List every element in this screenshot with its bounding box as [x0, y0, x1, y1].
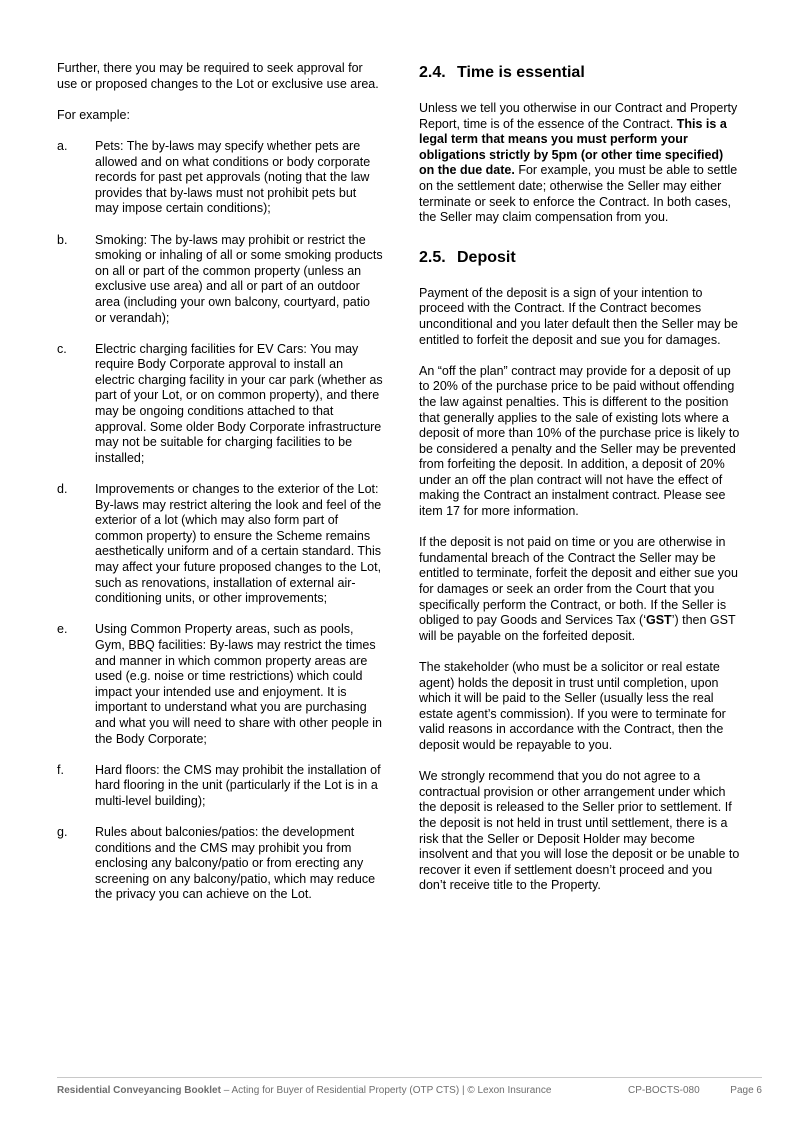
list-item	[57, 139, 383, 217]
paragraph-text: Unless we tell you otherwise in our Contract and Property Report, time is of the essence of the Contract.	[419, 101, 738, 131]
list-item-text: Rules about balconies/patios: the development conditions and the CMS may prohibit you from enclosing any balcony/patio or from erecting any screening on any balcony/patio, which may reduce the privacy you can achieve on the Lot.	[95, 825, 376, 902]
list-item-text: Hard floors: the CMS may prohibit the installation of hard flooring in the unit (particularly if the Lot is in a multi-level building);	[95, 762, 381, 808]
deposit-paragraph: An “off the plan” contract may provide for a deposit of up to 20% of the purchase price to be paid without offending the law against penalties. This is different to the position that generally applies to the sale of existing lots where a deposit of more than 10% of the purchase price is likely to be considered a penalty and the Seller may be prevented from forfeiting the deposit. In addition, a deposit of 20% under an off the plan contract will not have the effect of making the Contract an instalment contract. Please see item 17 for more information.	[419, 363, 740, 519]
list-marker: d.	[57, 482, 68, 497]
paragraph-text: If the deposit is not paid on time or you are otherwise in fundamental breach of the Contract the Seller may be entitled to terminate, forfeit the deposit and either sue you for damages or seek an order from the Court that you specifically perform the Contract, or both. If the Seller is obliged to pay Goods and Services Tax (‘	[419, 535, 738, 628]
bold-text: GST	[645, 613, 672, 628]
example-label: For example:	[57, 107, 130, 122]
list-item	[57, 622, 383, 747]
section-title: Time is essential	[457, 64, 585, 81]
list-item-text: Improvements or changes to the exterior of the Lot: By-laws may restrict altering the look and feel of the exterior of a lot (which may also form part of common property) to ensure the Scheme remains aesthetically uniform and of a certain standard. This may affect your future proposed changes to the Lot, such as renovations, installation of external air-conditioning units, or other improvements;	[95, 482, 382, 606]
section-title: Deposit	[457, 248, 516, 266]
list-item	[57, 763, 383, 810]
section-heading	[419, 63, 741, 83]
list-marker: f.	[57, 762, 64, 777]
deposit-paragraph: Payment of the deposit is a sign of your intention to proceed with the Contract. If the Contract becomes unconditional and you later default then the Seller may be entitled to forfeit the deposit and sue you for damages.	[419, 285, 738, 347]
paragraph-text: ’) then GST will be payable on the forfeited deposit.	[419, 613, 736, 643]
list-marker: g.	[57, 825, 68, 840]
list-item	[57, 233, 383, 327]
section-time-essential	[419, 63, 741, 226]
footer-document-title	[57, 1085, 551, 1096]
footer-divider	[57, 1077, 762, 1078]
deposit-paragraph	[419, 535, 741, 644]
paragraph-text: For example, you must be able to settle on the settlement date; otherwise the Seller may either terminate or seek to enforce the Contract. In both cases, the Seller may claim compensation from you.	[419, 163, 738, 225]
list-item-text: Using Common Property areas, such as pools, Gym, BBQ facilities: By-laws may restrict the times and manner in which common property areas are used (e.g. noise or time restrictions) which could impact your intended use and enjoyment. It is important to understand what you are purchasing and what you will need to share with other people in the Body Corporate;	[95, 622, 382, 746]
footer-subtitle: – Acting for Buyer of Residential Property (OTP CTS) | © Lexon Insurance	[220, 1085, 552, 1096]
left-column	[57, 61, 383, 919]
list-marker: c.	[57, 341, 67, 356]
deposit-paragraph: We strongly recommend that you do not agree to a contractual provision or other arrangement under which the deposit is released to the Seller prior to settlement. If the deposit is not held in trust until settlement, there is a risk that the Seller or Deposit Holder may become insolvent and that you will lose the deposit or be unable to recover it even if settlement doesn’t proceed and you don’t receive title to the Property.	[419, 769, 740, 893]
section-heading	[419, 248, 741, 268]
list-item-text: Electric charging facilities for EV Cars: You may require Body Corporate approval to install an electric charging facility in your car park (whether as part of your Lot, or on common property), and there may be ongoing conditions attached to that approval. Some older Body Corporate infrastructure may not be suitable for charging facilities to be installed;	[95, 341, 383, 465]
list-marker: b.	[57, 232, 68, 247]
deposit-paragraph: The stakeholder (who must be a solicitor or real estate agent) holds the deposit in trust until completion, upon which it will be paid to the Seller (usually less the real estate agent’s commission). If you were to terminate for valid reasons in accordance with the Contract, then the deposit would be repayable to you.	[419, 660, 726, 752]
list-item	[57, 825, 383, 903]
footer-page-number: Page 6	[730, 1085, 762, 1096]
list-item	[57, 342, 383, 467]
by-law-examples-list	[57, 139, 383, 903]
section-number: 2.5.	[419, 248, 446, 266]
list-marker: a.	[57, 138, 68, 153]
time-essential-paragraph	[419, 101, 741, 226]
intro-paragraph: Further, there you may be required to seek approval for use or proposed changes to the Lot or exclusive use area.	[57, 61, 379, 91]
list-marker: e.	[57, 622, 68, 637]
list-item-text: Smoking: The by-laws may prohibit or restrict the smoking or inhaling of all or some smoking products on all or part of the common property (unless an exclusive use area) and all or part of an outdoor area (including your own balcony, courtyard, patio or verandah);	[95, 232, 383, 325]
list-item	[57, 482, 383, 607]
section-number: 2.4.	[419, 64, 446, 81]
section-deposit	[419, 248, 741, 894]
list-item-text: Pets: The by-laws may specify whether pets are allowed and on what conditions or body corporate records for past pet approvals (noting that the law provides that by-laws must not prohibit pets but may impose certain conditions);	[95, 138, 371, 216]
bold-text: This is a legal term that means you must perform your obligations strictly by 5pm (or other time specified) on the due date.	[419, 116, 727, 178]
footer-document-code: CP-BOCTS-080	[628, 1085, 700, 1096]
footer-title-bold: Residential Conveyancing Booklet	[57, 1085, 221, 1096]
right-column	[419, 61, 741, 916]
